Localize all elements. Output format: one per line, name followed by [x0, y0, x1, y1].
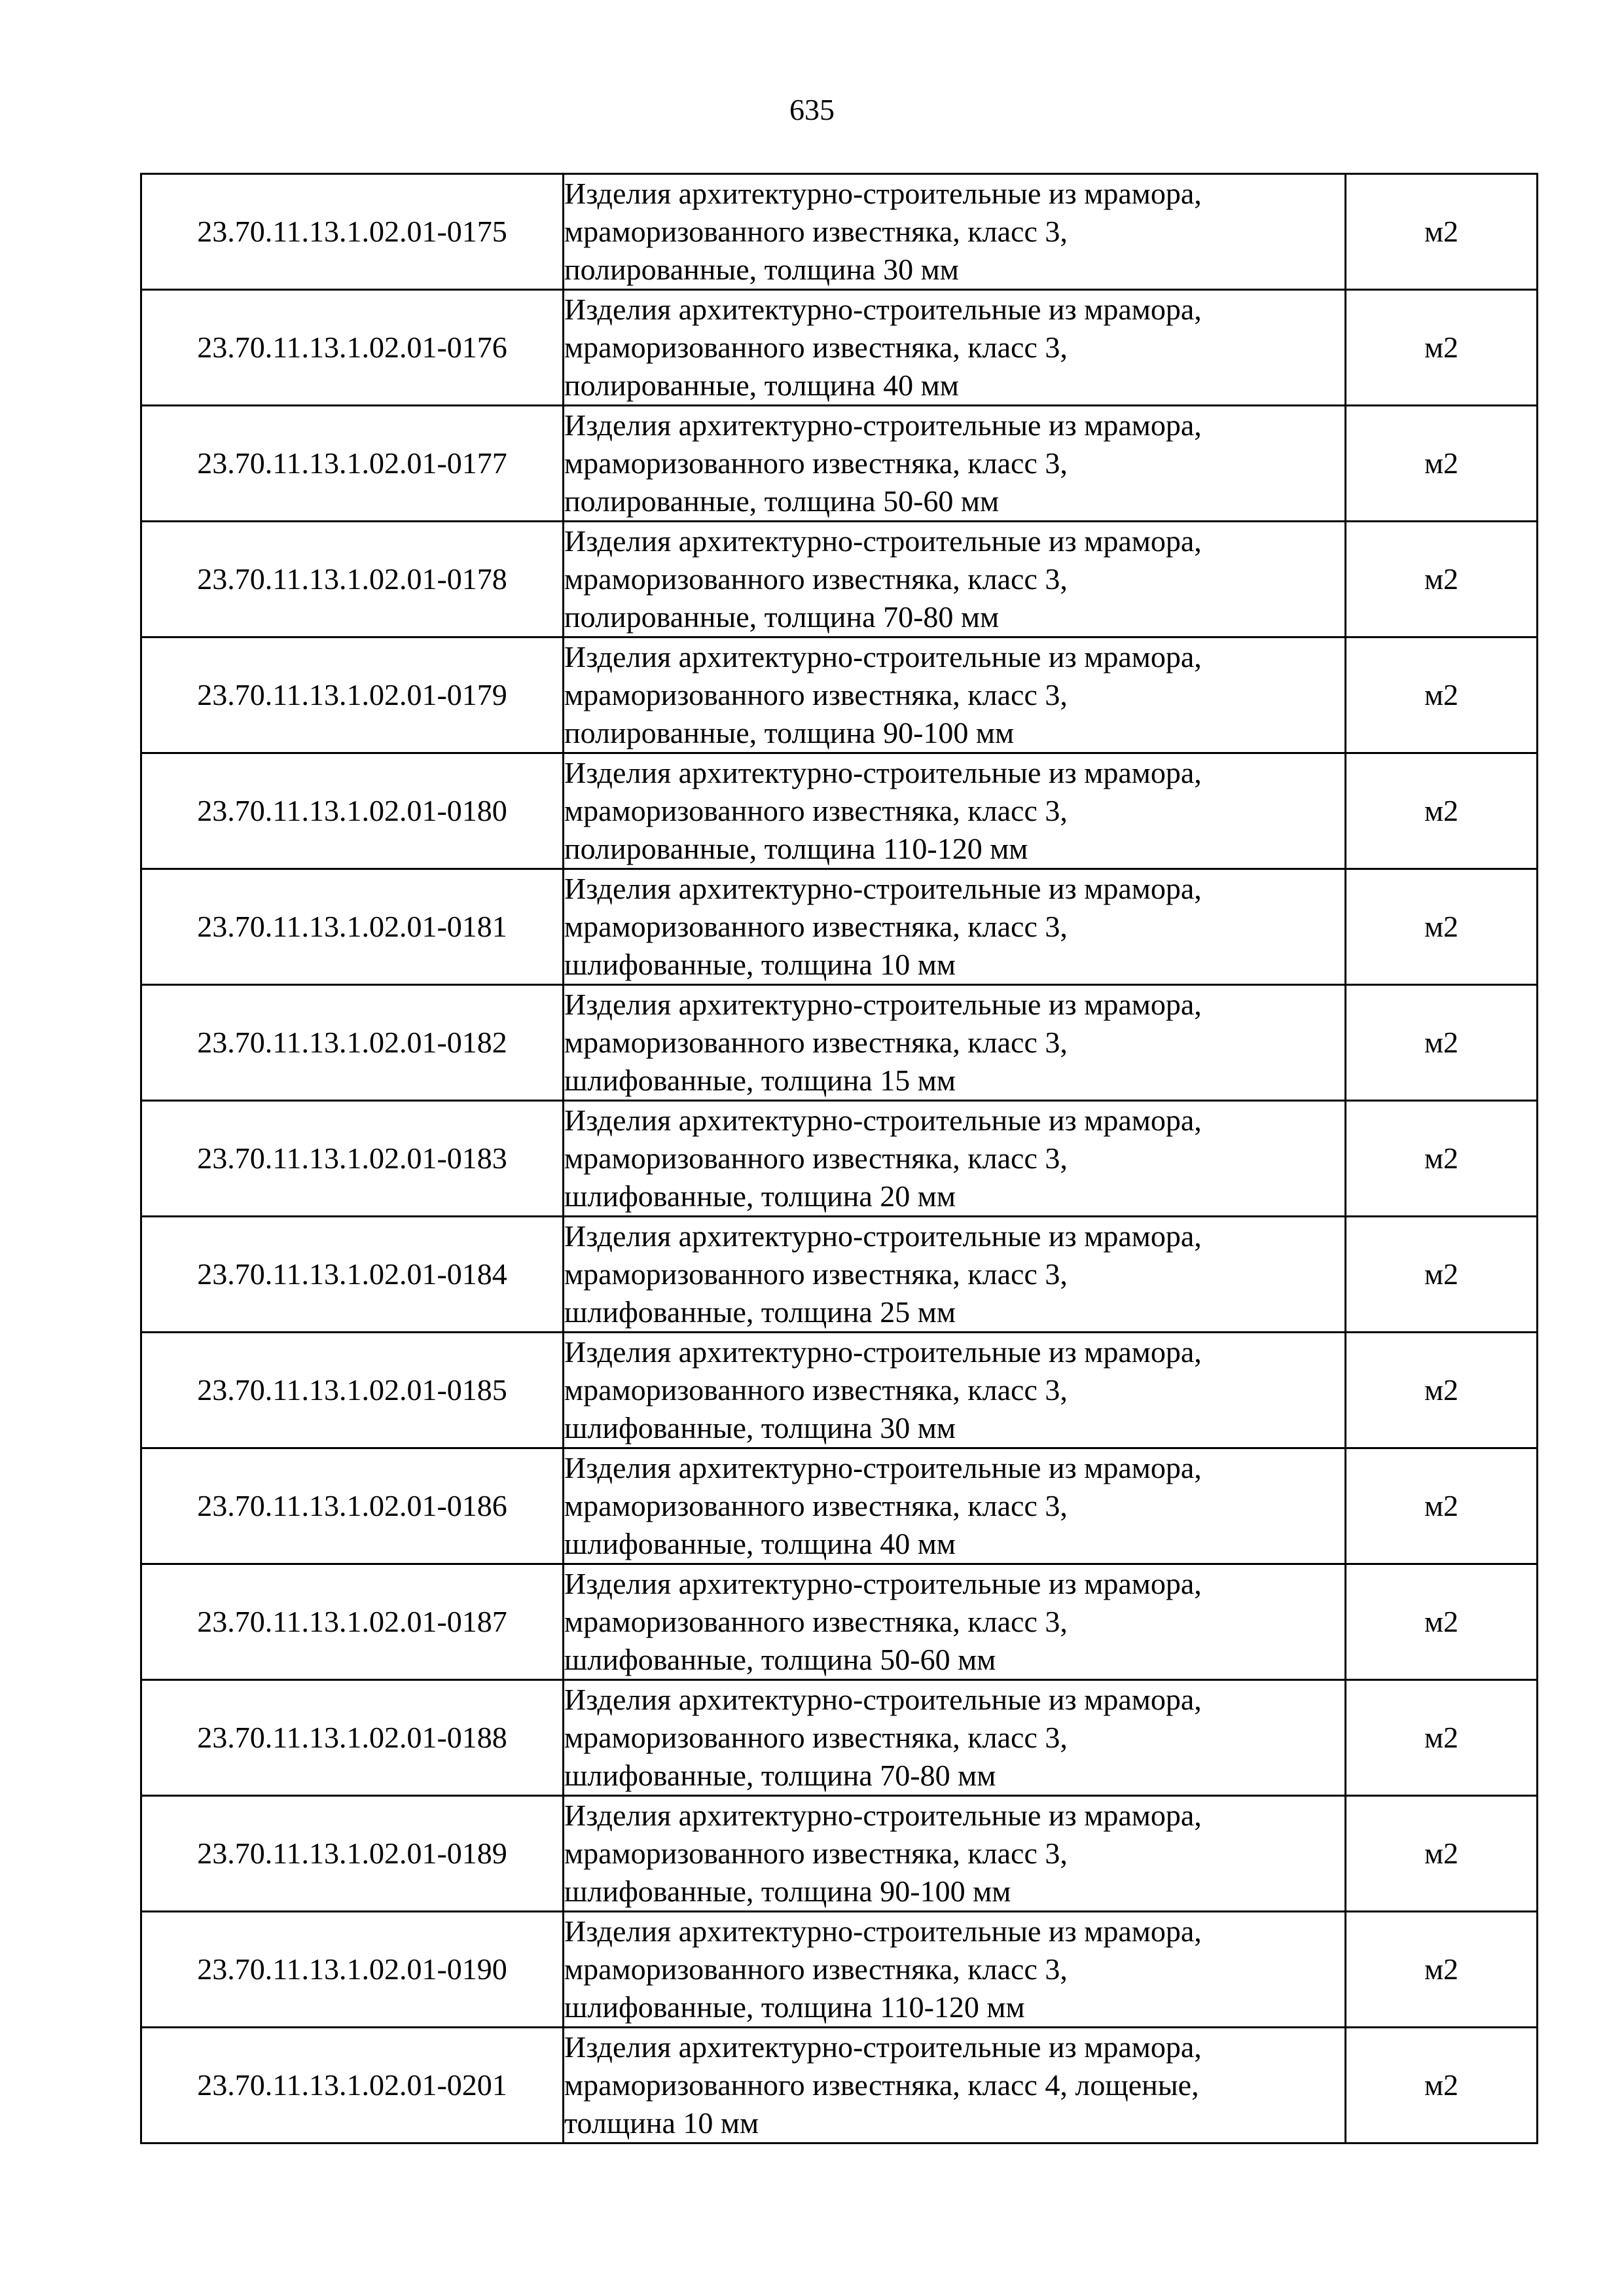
table-row — [141, 869, 1538, 985]
table-row — [141, 1680, 1538, 1796]
description-line: полированные, толщина 40 мм — [564, 368, 959, 402]
description-line: мраморизованного известняка, класс 3, — [564, 1026, 1068, 1059]
description-line: мраморизованного известняка, класс 3, — [564, 794, 1068, 827]
description-line: шлифованные, толщина 30 мм — [564, 1411, 956, 1444]
description-line: Изделия архитектурно-строительные из мрамора, — [564, 293, 1202, 326]
description-line: мраморизованного известняка, класс 3, — [564, 910, 1068, 943]
resource-code-cell: 23.70.11.13.1.02.01-0178 — [141, 522, 564, 637]
materials-table — [140, 173, 1538, 2144]
resource-code-cell: 23.70.11.13.1.02.01-0179 — [141, 637, 564, 753]
description-line: шлифованные, толщина 50-60 мм — [564, 1643, 996, 1676]
resource-code-cell: 23.70.11.13.1.02.01-0177 — [141, 406, 564, 522]
table-row — [141, 1333, 1538, 1448]
resource-code-cell: 23.70.11.13.1.02.01-0190 — [141, 1912, 564, 2028]
table-row — [141, 753, 1538, 869]
table-row — [141, 522, 1538, 637]
description-line: мраморизованного известняка, класс 3, — [564, 1489, 1068, 1522]
unit-cell: м2 — [1346, 522, 1538, 637]
resource-code-cell: 23.70.11.13.1.02.01-0181 — [141, 869, 564, 985]
description-line: мраморизованного известняка, класс 3, — [564, 331, 1068, 364]
resource-code-cell: 23.70.11.13.1.02.01-0184 — [141, 1217, 564, 1333]
description-cell — [564, 1448, 1346, 1564]
resource-code-cell: 23.70.11.13.1.02.01-0185 — [141, 1333, 564, 1448]
unit-cell: м2 — [1346, 406, 1538, 522]
unit-cell: м2 — [1346, 1448, 1538, 1564]
unit-cell: м2 — [1346, 1680, 1538, 1796]
description-line: Изделия архитектурно-строительные из мрамора, — [564, 1567, 1202, 1600]
description-cell — [564, 174, 1346, 290]
unit-cell: м2 — [1346, 1796, 1538, 1912]
description-line: мраморизованного известняка, класс 3, — [564, 1837, 1068, 1870]
table-row — [141, 1912, 1538, 2028]
unit-cell: м2 — [1346, 174, 1538, 290]
table-row — [141, 637, 1538, 753]
description-line: Изделия архитектурно-строительные из мрамора, — [564, 988, 1202, 1021]
resource-code-cell: 23.70.11.13.1.02.01-0182 — [141, 985, 564, 1101]
description-line: Изделия архитектурно-строительные из мрамора, — [564, 1335, 1202, 1369]
table-row — [141, 2028, 1538, 2144]
description-line: мраморизованного известняка, класс 3, — [564, 678, 1068, 711]
description-line: мраморизованного известняка, класс 3, — [564, 562, 1068, 596]
unit-cell: м2 — [1346, 2028, 1538, 2144]
description-line: Изделия архитектурно-строительные из мрамора, — [564, 1219, 1202, 1253]
description-line: мраморизованного известняка, класс 3, — [564, 1605, 1068, 1638]
table-row — [141, 1448, 1538, 1564]
description-cell — [564, 1564, 1346, 1680]
resource-code-cell: 23.70.11.13.1.02.01-0175 — [141, 174, 564, 290]
unit-cell: м2 — [1346, 869, 1538, 985]
unit-cell: м2 — [1346, 753, 1538, 869]
description-line: Изделия архитектурно-строительные из мрамора, — [564, 756, 1202, 789]
description-line: шлифованные, толщина 110-120 мм — [564, 1990, 1025, 2024]
table-row — [141, 290, 1538, 406]
description-line: Изделия архитектурно-строительные из мрамора, — [564, 2030, 1202, 2064]
description-line: мраморизованного известняка, класс 3, — [564, 1141, 1068, 1175]
resource-code-cell: 23.70.11.13.1.02.01-0176 — [141, 290, 564, 406]
unit-cell: м2 — [1346, 1217, 1538, 1333]
resource-code-cell: 23.70.11.13.1.02.01-0186 — [141, 1448, 564, 1564]
resource-code-cell: 23.70.11.13.1.02.01-0189 — [141, 1796, 564, 1912]
description-line: полированные, толщина 70-80 мм — [564, 600, 1000, 634]
description-line: мраморизованного известняка, класс 3, — [564, 446, 1068, 480]
resource-code-cell: 23.70.11.13.1.02.01-0183 — [141, 1101, 564, 1217]
description-line: мраморизованного известняка, класс 4, лощеные, — [564, 2068, 1199, 2102]
description-line: мраморизованного известняка, класс 3, — [564, 215, 1068, 248]
description-line: шлифованные, толщина 90-100 мм — [564, 1874, 1011, 1908]
description-line: мраморизованного известняка, класс 3, — [564, 1952, 1068, 1986]
description-line: Изделия архитектурно-строительные из мрамора, — [564, 408, 1202, 442]
description-line: шлифованные, толщина 20 мм — [564, 1179, 956, 1213]
resource-code-cell: 23.70.11.13.1.02.01-0188 — [141, 1680, 564, 1796]
description-cell — [564, 1796, 1346, 1912]
description-line: полированные, толщина 90-100 мм — [564, 716, 1015, 749]
description-cell — [564, 637, 1346, 753]
description-line: шлифованные, толщина 15 мм — [564, 1064, 956, 1097]
description-line: Изделия архитектурно-строительные из мрамора, — [564, 640, 1202, 673]
table-row — [141, 406, 1538, 522]
description-cell — [564, 522, 1346, 637]
description-line: шлифованные, толщина 10 мм — [564, 948, 956, 981]
description-line: Изделия архитектурно-строительные из мрамора, — [564, 872, 1202, 905]
description-cell — [564, 1680, 1346, 1796]
table-row — [141, 174, 1538, 290]
description-line: полированные, толщина 110-120 мм — [564, 832, 1028, 865]
unit-cell: м2 — [1346, 985, 1538, 1101]
description-cell — [564, 1912, 1346, 2028]
description-line: Изделия архитектурно-строительные из мрамора, — [564, 177, 1202, 210]
description-line: Изделия архитектурно-строительные из мрамора, — [564, 1799, 1202, 1832]
unit-cell: м2 — [1346, 1333, 1538, 1448]
unit-cell: м2 — [1346, 290, 1538, 406]
description-cell — [564, 1217, 1346, 1333]
unit-cell: м2 — [1346, 1912, 1538, 2028]
table-row — [141, 985, 1538, 1101]
unit-cell: м2 — [1346, 637, 1538, 753]
description-cell — [564, 290, 1346, 406]
resource-code-cell: 23.70.11.13.1.02.01-0187 — [141, 1564, 564, 1680]
description-cell — [564, 2028, 1346, 2144]
table-row — [141, 1796, 1538, 1912]
description-line: Изделия архитектурно-строительные из мрамора, — [564, 1914, 1202, 1948]
table-row — [141, 1564, 1538, 1680]
description-line: Изделия архитектурно-строительные из мрамора, — [564, 1451, 1202, 1484]
description-line: мраморизованного известняка, класс 3, — [564, 1257, 1068, 1291]
table-row — [141, 1101, 1538, 1217]
description-cell — [564, 753, 1346, 869]
table-row — [141, 1217, 1538, 1333]
resource-code-cell: 23.70.11.13.1.02.01-0180 — [141, 753, 564, 869]
resource-code-cell: 23.70.11.13.1.02.01-0201 — [141, 2028, 564, 2144]
description-cell — [564, 985, 1346, 1101]
description-line: полированные, толщина 30 мм — [564, 253, 959, 286]
description-line: толщина 10 мм — [564, 2106, 759, 2140]
description-cell — [564, 1333, 1346, 1448]
page-number: 635 — [789, 93, 835, 126]
description-cell — [564, 406, 1346, 522]
unit-cell: м2 — [1346, 1564, 1538, 1680]
description-line: полированные, толщина 50-60 мм — [564, 484, 1000, 518]
description-line: шлифованные, толщина 40 мм — [564, 1527, 956, 1560]
description-cell — [564, 869, 1346, 985]
description-line: Изделия архитектурно-строительные из мрамора, — [564, 1103, 1202, 1137]
description-line: шлифованные, толщина 70-80 мм — [564, 1759, 996, 1792]
description-line: Изделия архитектурно-строительные из мрамора, — [564, 524, 1202, 558]
table-body — [141, 174, 1538, 2144]
description-cell — [564, 1101, 1346, 1217]
description-line: мраморизованного известняка, класс 3, — [564, 1373, 1068, 1407]
description-line: мраморизованного известняка, класс 3, — [564, 1721, 1068, 1754]
description-line: шлифованные, толщина 25 мм — [564, 1295, 956, 1329]
unit-cell: м2 — [1346, 1101, 1538, 1217]
description-line: Изделия архитектурно-строительные из мрамора, — [564, 1683, 1202, 1716]
